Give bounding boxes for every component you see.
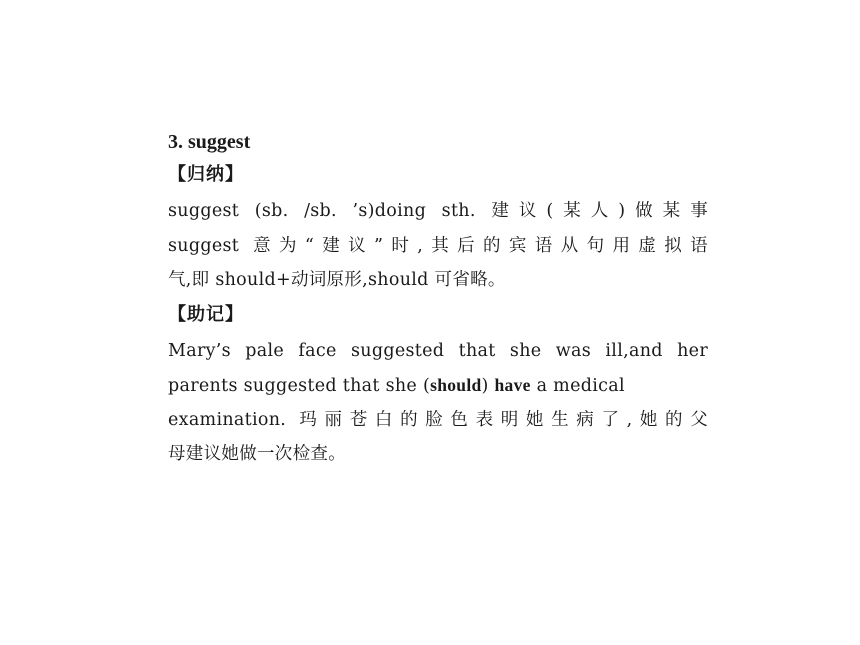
memory-line-2-before: parents suggested that she ( bbox=[168, 376, 431, 396]
item-heading: 3. suggest bbox=[168, 131, 251, 153]
bold-have: have bbox=[494, 375, 531, 395]
summary-line-3: 气,即 should+动词原形,should 可省略。 bbox=[168, 270, 506, 290]
summary-label: 【归纳】 bbox=[168, 164, 244, 185]
bold-should: should bbox=[430, 375, 482, 395]
memory-line-2-middle: ) bbox=[481, 376, 495, 396]
memory-line-2 bbox=[168, 368, 708, 403]
summary-line-2: suggest 意为“建议”时,其后的宾语从句用虚拟语 bbox=[168, 235, 708, 256]
memory-label: 【助记】 bbox=[168, 303, 244, 325]
summary-line-1: suggest (sb. /sb. ’s)doing sth. 建议(某人)做某事 bbox=[168, 201, 708, 221]
memory-line-3: examination. 玛丽苍白的脸色表明她生病了,她的父 bbox=[168, 409, 708, 430]
memory-line-2-after: a medical bbox=[530, 376, 625, 396]
memory-line-1: Mary’s pale face suggested that she was ill,and her bbox=[168, 340, 708, 361]
document-body bbox=[168, 128, 708, 472]
memory-line-4: 母建议她做一次检查。 bbox=[168, 444, 346, 464]
